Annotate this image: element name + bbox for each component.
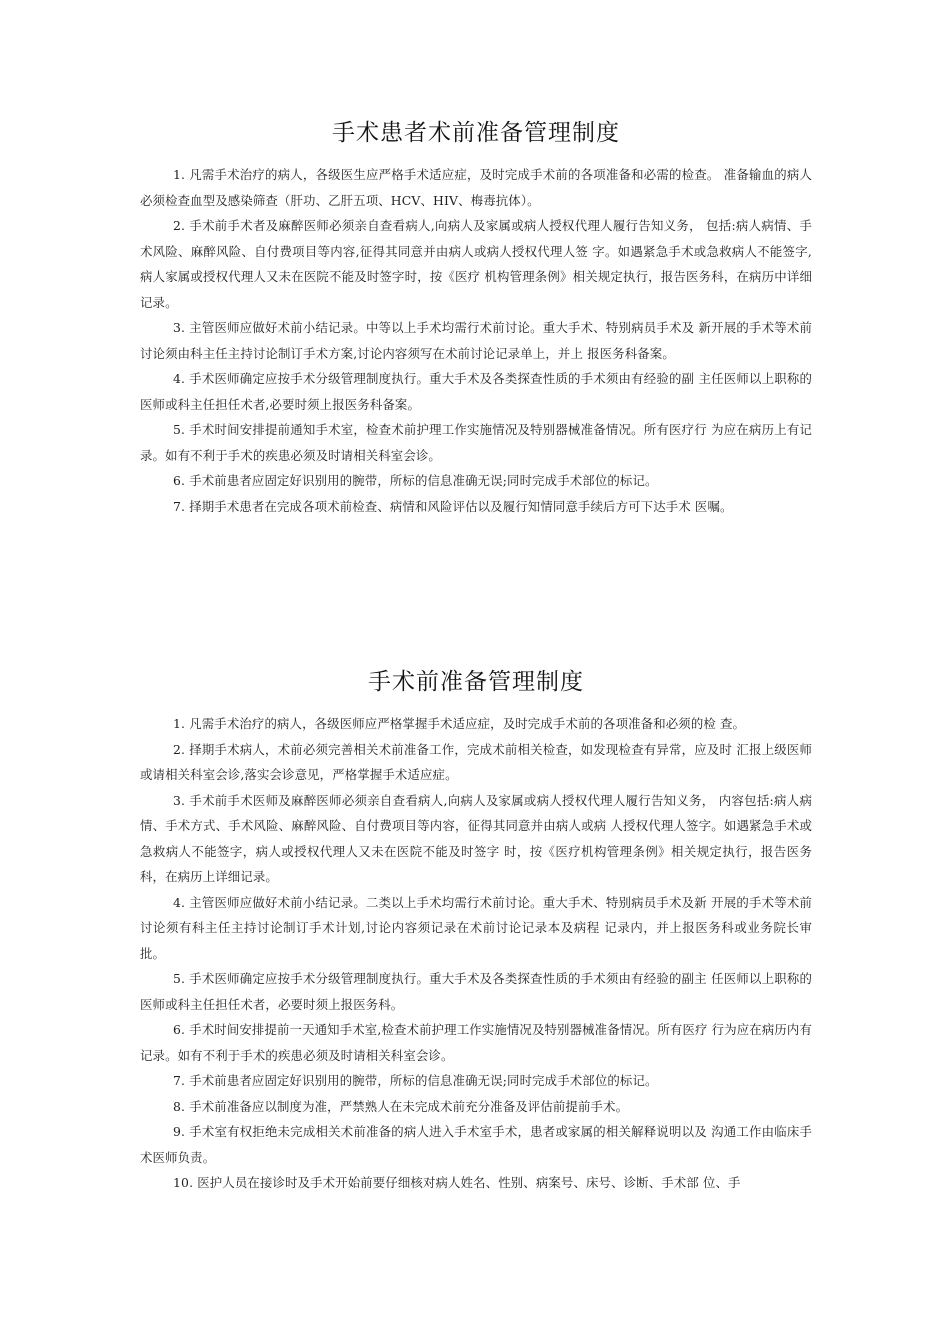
policy-paragraph-4: 4. 手术医师确定应按手术分级管理制度执行。重大手术及各类探查性质的手术须由有经验的副 主任医师以上职称的医师或科主任担任术者,必要时须上报医务科备案。 [140, 371, 812, 412]
policy-paragraph-1: 1. 凡需手术治疗的病人，各级医生应严格手术适应症，及时完成手术前的各项准备和必需的检查。 准备输血的病人必须检查血型及感染筛查（肝功、乙肝五项、HCV、HIV、梅毒抗体）。 [140, 167, 812, 208]
document-title: 手术前准备管理制度 [368, 669, 584, 695]
policy-paragraph-10: 10. 医护人员在接诊时及手术开始前要仔细核对病人姓名、性别、病案号、床号、诊断、手术部 位、手 [173, 1175, 741, 1190]
policy-paragraph-2: 2. 择期手术病人，术前必须完善相关术前准备工作，完成术前相关检查，如发现检查有异常，应及时 汇报上级医师或请相关科室会诊,落实会诊意见，严格掌握手术适应症。 [140, 741, 812, 782]
policy-paragraph-7: 7. 手术前患者应固定好识别用的腕带，所标的信息准确无误;同时完成手术部位的标记。 [173, 1073, 658, 1088]
policy-paragraph-2: 2. 手术前手术者及麻醉医师必须亲自查看病人,向病人及家属或病人授权代理人履行告知义务， 包括:病人病情、手术风险、麻醉风险、自付费项目等内容,征得其同意并由病人或病人授权代理人签 字。如遇紧急手术或急救病人不能签字,病人家属或授权代理人又未在医院不能及时签字时，按《医疗 机构管理条例》相关规定执行，报告医务科，在病历中详细记录。 [140, 218, 812, 310]
policy-paragraph-8: 8. 手术前准备应以制度为准，严禁熟人在未完成术前充分准备及评估前提前手术。 [173, 1098, 629, 1114]
document-title: 手术患者术前准备管理制度 [332, 120, 620, 146]
policy-paragraph-3: 3. 主管医师应做好术前小结记录。中等以上手术均需行术前讨论。重大手术、特别病员手术及 新开展的手术等术前讨论须由科主任主持讨论制订手术方案,讨论内容须写在术前讨论记录单上，并上 报医务科备案。 [140, 320, 812, 361]
policy-paragraph-5: 5. 手术时间安排提前通知手术室，检查术前护理工作实施情况及特别器械准备情况。所有医疗行 为应在病历上有记录。如有不利于手术的疾患必须及时请相关科室会诊。 [140, 422, 812, 463]
document-section-2 [140, 665, 812, 1196]
policy-paragraph-3: 3. 手术前手术医师及麻醉医师必须亲自查看病人,向病人及家属或病人授权代理人履行告知义务， 内容包括:病人病情、手术方式、手术风险、麻醉风险、自付费项目等内容，征得其同意并由病人或病 人授权代理人签字。如遇紧急手术或急救病人不能签字，病人或授权代理人又未在医院不能及时签字 时，按《医疗机构管理条例》相关规定执行，报告医务科，在病历上详细记录。 [140, 792, 812, 884]
policy-paragraph-6: 6. 手术时间安排提前一天通知手术室,检查术前护理工作实施情况及特别器械准备情况。所有医疗 行为应在病历内有记录。如有不利于手术的疾患必须及时请相关科室会诊。 [140, 1022, 812, 1063]
policy-paragraph-6: 6. 手术前患者应固定好识别用的腕带，所标的信息准确无误;同时完成手术部位的标记。 [173, 473, 658, 488]
policy-paragraph-4: 4. 主管医师应做好术前小结记录。二类以上手术均需行术前讨论。重大手术、特别病员手术及新 开展的手术等术前讨论须有科主任主持讨论制订手术计划,讨论内容须记录在术前讨论记录本及病程 记录内，并上报医务科或业务院长审批。 [140, 894, 812, 961]
policy-paragraph-7: 7. 择期手术患者在完成各项术前检查、病情和风险评估以及履行知情同意手续后方可下达手术 医嘱。 [173, 498, 733, 514]
policy-paragraph-9: 9. 手术室有权拒绝未完成相关术前准备的病人进入手术室手术，患者或家属的相关解释说明以及 沟通工作由临床手术医师负责。 [140, 1124, 812, 1165]
policy-paragraph-5: 5. 手术医师确定应按手术分级管理制度执行。重大手术及各类探查性质的手术须由有经验的副主 任医师以上职称的医师或科主任担任术者，必要时须上报医务科。 [140, 971, 812, 1012]
policy-paragraph-1: 1. 凡需手术治疗的病人，各级医师应严格掌握手术适应症，及时完成手术前的各项准备和必须的检 查。 [173, 716, 746, 731]
document-section-1 [140, 116, 812, 519]
